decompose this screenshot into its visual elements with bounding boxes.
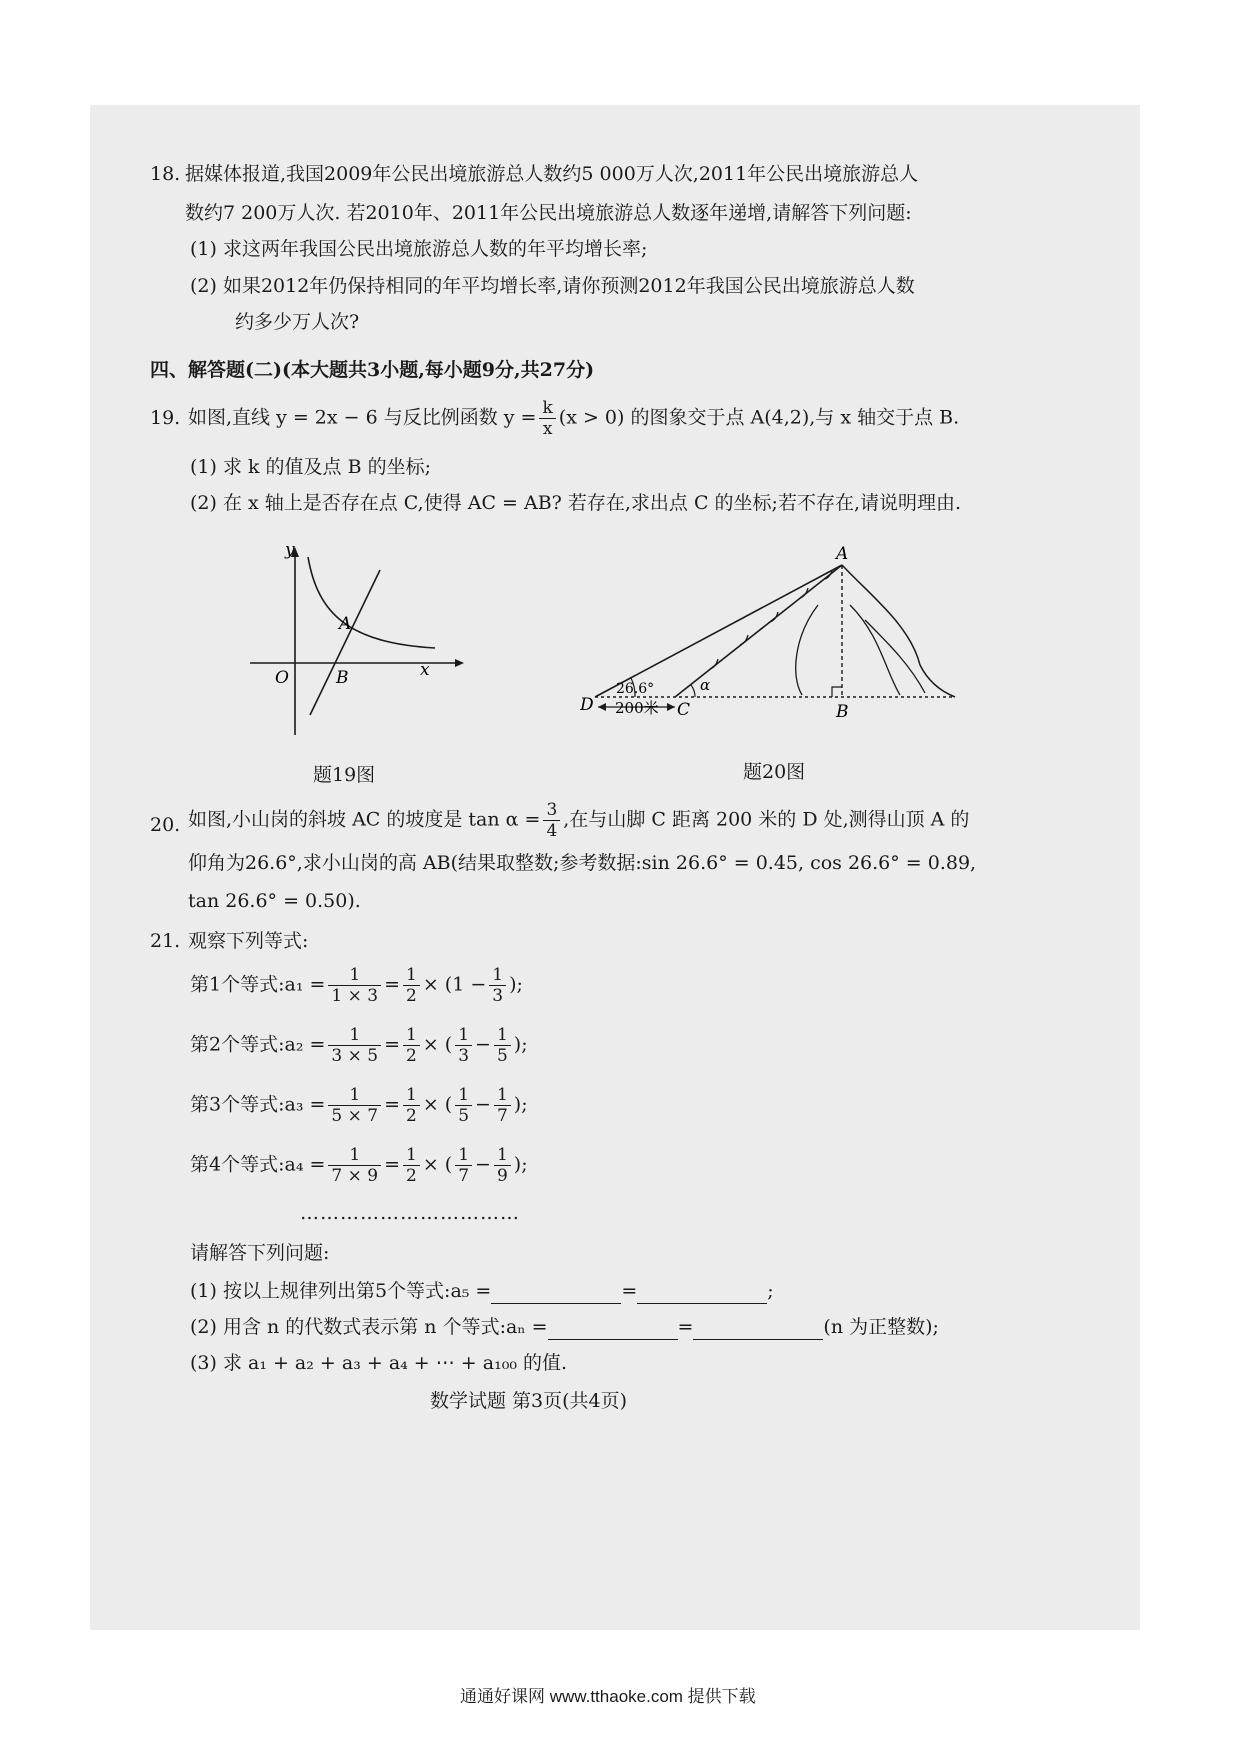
q19-number: 19. — [150, 407, 181, 429]
answer-blank-an-right[interactable] — [693, 1319, 823, 1340]
sight-line-da — [595, 565, 842, 697]
figure-20 — [580, 535, 980, 750]
q20-line2: 仰角为26.6°,求小山岗的高 AB(结果取整数;参考数据:sin 26.6° = 0.45, cos 26.6° = 0.89, — [188, 852, 977, 874]
angle-arc-c — [691, 685, 695, 697]
q18-line2: 数约7 200万人次. 若2010年、2011年公民出境旅游总人数逐年递增,请解答下列问题: — [185, 202, 912, 224]
fig20-caption: 题20图 — [743, 761, 806, 783]
q21-number: 21. — [150, 930, 181, 952]
q18-number: 18. — [150, 163, 181, 185]
hyperbola-curve — [308, 557, 435, 648]
x-axis-arrow — [455, 659, 464, 667]
q19-post: (x > 0) 的图象交于点 A(4,2),与 x 轴交于点 B. — [558, 406, 960, 429]
section-title: 四、解答题(二)(本大题共3小题,每小题9分,共27分) — [150, 359, 595, 381]
fig19-label-y: y — [285, 540, 295, 560]
fig20-label-alpha: α — [700, 676, 711, 694]
q18-part1: (1) 求这两年我国公民出境旅游总人数的年平均增长率; — [190, 238, 648, 260]
q21-dots: …………………………… — [300, 1202, 520, 1224]
q18-part2b: 约多少万人次? — [235, 311, 360, 333]
q21-eq2: 第2个等式:a₂ = $\frac{1}{3 \times 5}$ = $\frac{1}{2}$ × ( $\frac{1}{3}$ − $\frac{1}{5}$ ); — [190, 1025, 528, 1066]
fig20-label-angle: 26.6° — [616, 681, 655, 697]
q21-intro: 观察下列等式: — [188, 930, 309, 952]
q21-part2: (2) 用含 n 的代数式表示第 n 个等式:aₙ = = (n 为正整数); — [190, 1316, 939, 1338]
fig19-caption: 题19图 — [313, 764, 376, 786]
q21-ask: 请解答下列问题: — [190, 1242, 330, 1264]
fig20-label-dist: 200米 — [615, 699, 659, 717]
figure-19 — [240, 535, 470, 755]
q20-line1 — [188, 800, 969, 841]
q21-eq4: 第4个等式:a₄ = $\frac{1}{7 \times 9}$ = $\frac{1}{2}$ × ( $\frac{1}{7}$ − $\frac{1}{9}$ ); — [190, 1145, 528, 1186]
dimension-arrow-right — [667, 703, 675, 711]
fig20-label-b: B — [836, 702, 849, 722]
q21-part3: (3) 求 a₁ + a₂ + a₃ + a₄ + ⋯ + a₁₀₀ 的值. — [190, 1352, 568, 1374]
q20-post: ,在与山脚 C 距离 200 米的 D 处,测得山顶 A 的 — [563, 808, 970, 831]
line-y-2x-6 — [310, 570, 380, 715]
fig19-label-x: x — [420, 660, 430, 680]
q20-line3: tan 26.6° = 0.50). — [188, 890, 361, 912]
mountain-ridge-3 — [865, 620, 925, 693]
answer-blank-a5-left[interactable] — [491, 1283, 621, 1304]
fig20-label-c: C — [677, 700, 691, 720]
right-angle-mark — [832, 687, 842, 697]
fig19-label-o: O — [275, 668, 289, 688]
q20-fraction: $\frac{3}{4}$ — [543, 800, 560, 841]
q19-part2: (2) 在 x 轴上是否存在点 C,使得 AC = AB? 若存在,求出点 C 的坐标;若不存在,请说明理由. — [190, 492, 962, 514]
answer-blank-an-left[interactable] — [548, 1319, 678, 1340]
q20-pre: 如图,小山岗的斜坡 AC 的坡度是 tan α = — [188, 808, 541, 831]
mountain-ridge-2 — [850, 605, 900, 695]
q18-part2a: (2) 如果2012年仍保持相同的年平均增长率,请你预测2012年我国公民出境旅游总人数 — [190, 275, 915, 297]
dimension-arrow-left — [598, 703, 606, 711]
mountain-ridge-1 — [796, 605, 818, 695]
mountain-right-edge — [842, 565, 955, 697]
q19-part1: (1) 求 k 的值及点 B 的坐标; — [190, 456, 431, 478]
fig19-label-b: B — [336, 668, 349, 688]
q18-line1: 据媒体报道,我国2009年公民出境旅游总人数约5 000万人次,2011年公民出境旅游总人 — [185, 163, 919, 185]
site-footer[interactable]: 通通好课网 www.tthaoke.com 提供下载 — [460, 1687, 756, 1706]
fig20-label-d: D — [580, 695, 594, 715]
page-footer: 数学试题 第3页(共4页) — [430, 1390, 628, 1412]
q21-eq1: 第1个等式:a₁ = $\frac{1}{1 \times 3}$ = $\frac{1}{2}$ × (1 − $\frac{1}{3}$ ); — [190, 965, 523, 1006]
q19-fraction: $\frac{k}{x}$ — [539, 398, 555, 439]
answer-blank-a5-right[interactable] — [637, 1283, 767, 1304]
fig20-label-a: A — [836, 544, 849, 564]
q21-eq3: 第3个等式:a₃ = $\frac{1}{5 \times 7}$ = $\frac{1}{2}$ × ( $\frac{1}{5}$ − $\frac{1}{7}$ ); — [190, 1085, 528, 1126]
q21-part1: (1) 按以上规律列出第5个等式:a₅ = = ; — [190, 1280, 774, 1302]
q20-number: 20. — [150, 814, 181, 836]
q19-pre: 如图,直线 y = 2x − 6 与反比例函数 y = — [188, 406, 537, 429]
q19-line1 — [188, 398, 959, 439]
fig19-label-a: A — [339, 614, 352, 634]
